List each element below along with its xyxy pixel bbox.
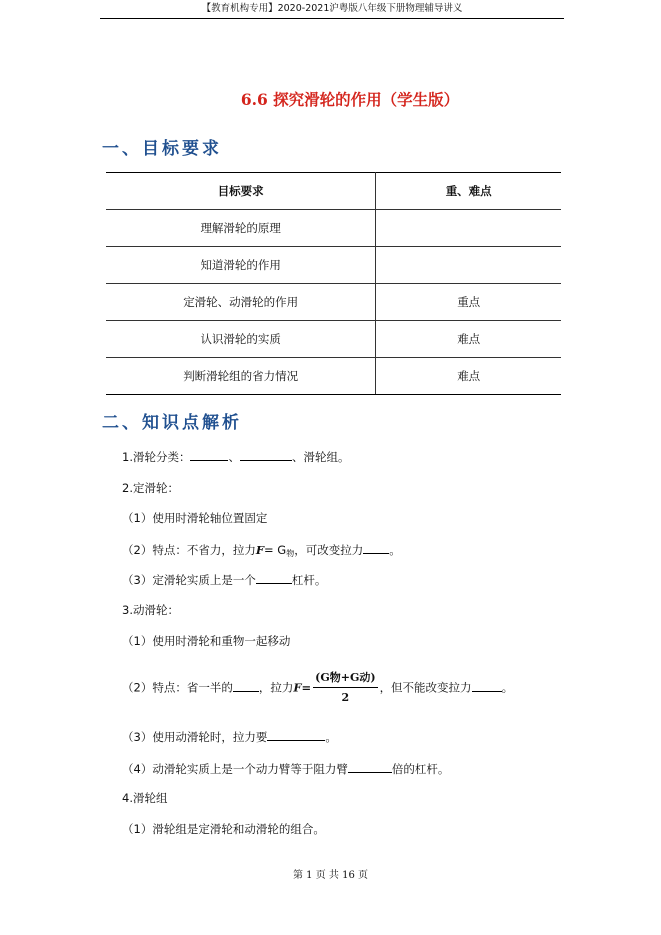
table-cell-goal: 知道滑轮的作用: [106, 247, 376, 284]
text: 倍的杠杆。: [391, 762, 450, 776]
table-cell-level: 难点: [376, 358, 561, 395]
text: 、: [228, 450, 240, 464]
section-heading-knowledge: 二、知识点解析: [102, 413, 242, 433]
table-header-goal: 目标要求: [106, 173, 376, 210]
text: （3）使用动滑轮时，拉力要: [122, 730, 268, 744]
table-header-row: [106, 173, 561, 210]
table-row: [106, 247, 561, 284]
force-symbol: F: [255, 543, 264, 557]
table-row: [106, 321, 561, 358]
goals-table: [106, 172, 561, 395]
text: 1.滑轮分类：: [122, 450, 191, 464]
table-cell-goal: 判断滑轮组的省力情况: [106, 358, 376, 395]
movable-pulley-point-1: （1）使用时滑轮和重物一起移动: [122, 634, 291, 648]
fill-blank[interactable]: [348, 760, 392, 773]
fill-blank[interactable]: [233, 679, 259, 692]
text: ，但不能改变拉力: [379, 680, 472, 695]
subscript: 物: [286, 549, 295, 558]
movable-pulley-point-4: [122, 760, 449, 777]
text: = G: [264, 543, 287, 557]
text: ，拉力: [258, 680, 294, 695]
fixed-pulley-point-1: （1）使用时滑轮轴位置固定: [122, 511, 268, 525]
table-cell-level: 重点: [376, 284, 561, 321]
page-footer: 第 1 页 共 16 页: [293, 870, 368, 881]
text: 。: [389, 543, 401, 557]
text: 。: [325, 730, 337, 744]
equals-sign: =: [301, 680, 312, 695]
table-row: [106, 284, 561, 321]
table-cell-level: 难点: [376, 321, 561, 358]
text: 。: [501, 680, 514, 695]
table-row: [106, 210, 561, 247]
pulley-block-point-1: （1）滑轮组是定滑轮和动滑轮的组合。: [122, 822, 325, 836]
fill-blank[interactable]: [190, 448, 228, 461]
text: 杠杆。: [291, 573, 327, 587]
text: ，可改变拉力: [294, 543, 364, 557]
fill-blank[interactable]: [240, 448, 292, 461]
formula-numerator: (G物+G动): [313, 670, 377, 688]
text: 、滑轮组。: [291, 450, 350, 464]
document-title: 6.6 探究滑轮的作用（学生版）: [240, 90, 460, 109]
text: （2）特点：不省力，拉力: [122, 543, 256, 557]
formula-denominator: 2: [341, 691, 350, 704]
page-header: 【教育机构专用】2020-2021沪粤版八年级下册物理辅导讲义: [100, 2, 564, 19]
fixed-pulley-heading: 2.定滑轮：: [122, 481, 179, 495]
table-cell-goal: 理解滑轮的原理: [106, 210, 376, 247]
movable-pulley-point-2: [122, 670, 513, 706]
fill-blank[interactable]: [363, 541, 389, 554]
force-symbol: F: [293, 680, 302, 695]
fill-blank[interactable]: [472, 679, 502, 692]
force-formula: [313, 670, 377, 706]
table-cell-level: [376, 210, 561, 247]
text: （3）定滑轮实质上是一个: [122, 573, 256, 587]
table-cell-level: [376, 247, 561, 284]
pulley-classification-line: [122, 448, 349, 465]
fixed-pulley-point-3: [122, 571, 326, 588]
movable-pulley-heading: 3.动滑轮：: [122, 603, 179, 617]
movable-pulley-point-3: [122, 728, 337, 745]
text: （4）动滑轮实质上是一个动力臂等于阻力臂: [122, 762, 348, 776]
table-header-level: 重、难点: [376, 173, 561, 210]
fixed-pulley-point-2: [122, 541, 401, 562]
fill-blank[interactable]: [256, 571, 292, 584]
table-row: [106, 358, 561, 395]
section-heading-goals: 一、目标要求: [102, 139, 222, 159]
fill-blank[interactable]: [267, 728, 325, 741]
pulley-block-heading: 4.滑轮组: [122, 791, 168, 805]
table-cell-goal: 认识滑轮的实质: [106, 321, 376, 358]
table-cell-goal: 定滑轮、动滑轮的作用: [106, 284, 376, 321]
text: （2）特点：省一半的: [122, 680, 233, 695]
